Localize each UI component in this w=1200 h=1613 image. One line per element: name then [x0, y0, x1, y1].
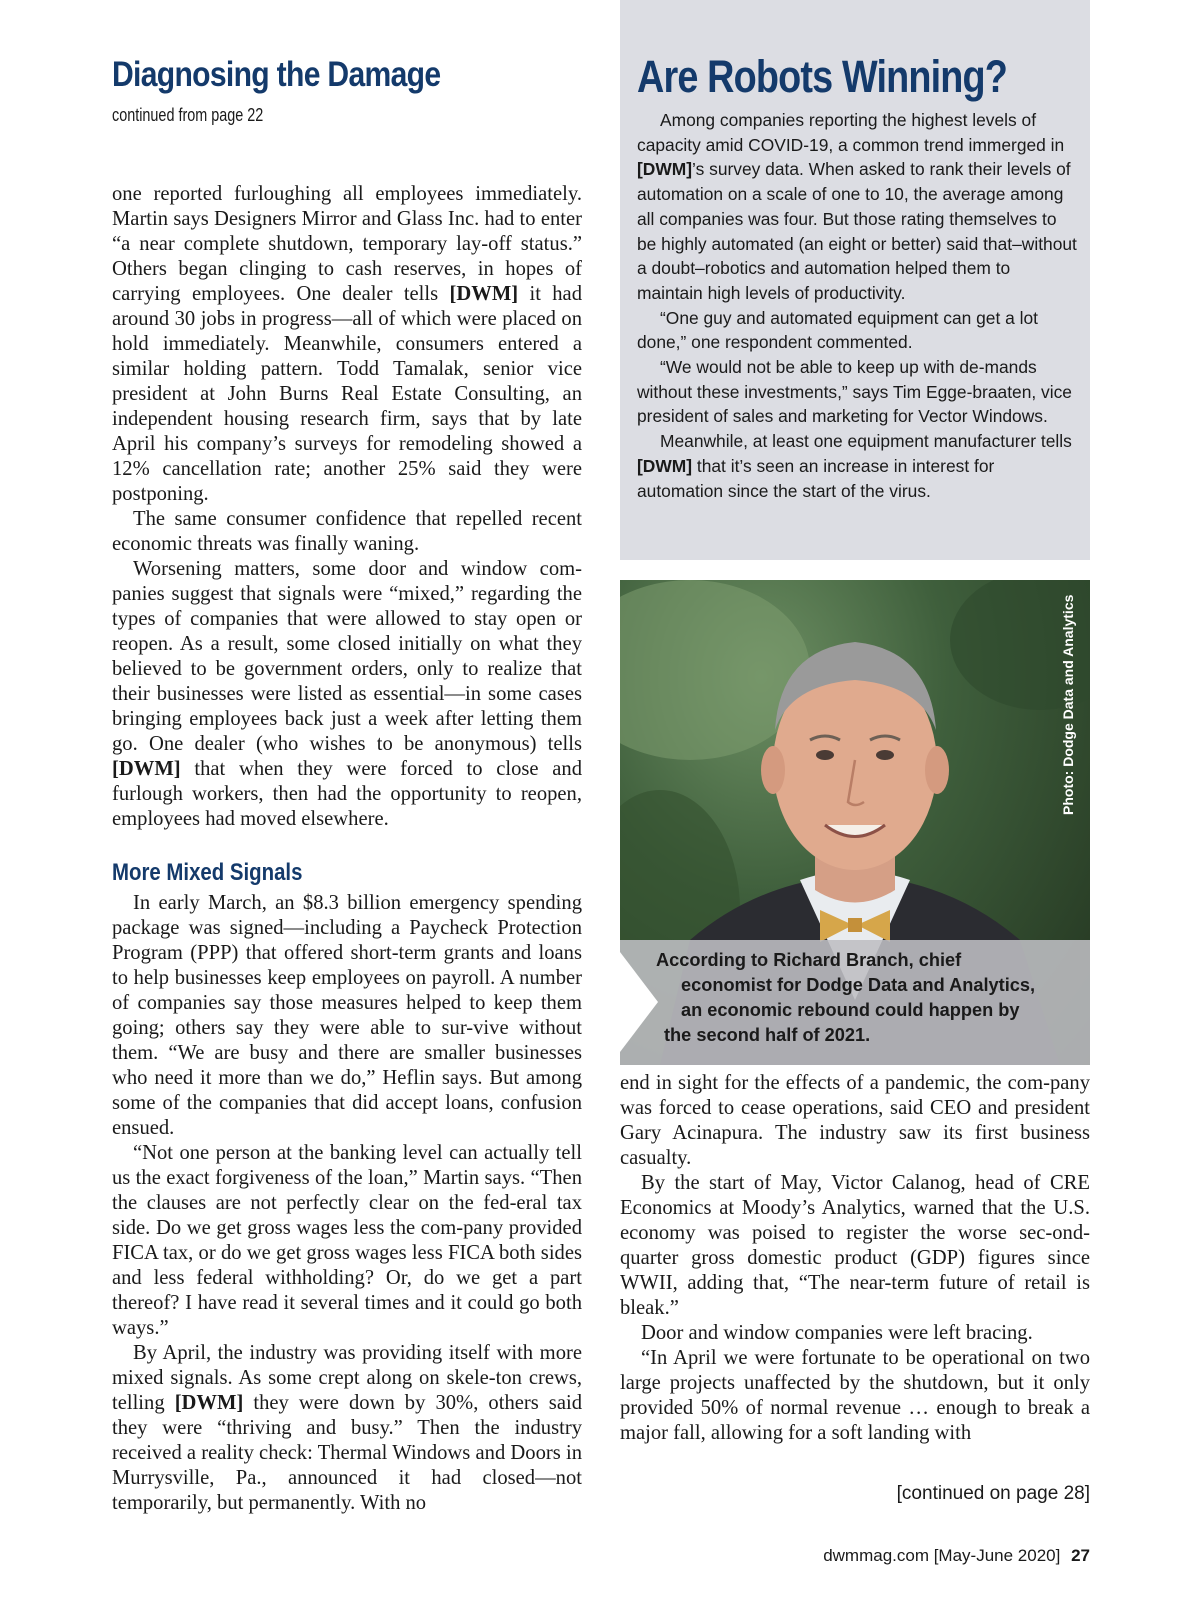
dwm-mark: [DWM] — [112, 758, 181, 780]
section-subhead: More Mixed Signals — [112, 859, 303, 886]
article-left-column — [112, 50, 582, 1516]
paragraph: The same consumer confidence that repelled recent economic threats was finally waning. — [112, 508, 582, 555]
continued-on-label: [continued on page 28] — [896, 1483, 1090, 1504]
paragraph: By the start of May, Victor Calanog, head of CRE Economics at Moody’s Analytics, warned that the U.S. economy was poised to register the worse sec-ond-quarter gross domestic product (GDP) figures since WWII, adding that, “The near-term future of retail is bleak.” — [620, 1172, 1090, 1319]
dwm-mark: [DWM] — [637, 455, 693, 476]
sidebar-title: Are Robots Winning? — [637, 51, 1008, 102]
caption-text — [656, 948, 1076, 1048]
dwm-mark: [DWM] — [637, 159, 693, 180]
page-footer — [823, 1546, 1090, 1566]
caption-line: an economic rebound could happen by — [681, 1000, 1020, 1020]
paragraph: By April, the industry was providing itself with more mixed signals. As some crept along on skele-ton crews, telling [DWM] they were down by 30%, others said they were “thriving and busy.” Then the industry received a reality check: Thermal Windows and Doors in Murrysville, Pa., announced it had closed—not temporarily, but permanently. With no — [112, 1342, 582, 1514]
page-number: 27 — [1071, 1546, 1090, 1565]
caption-line: economist for Dodge Data and Analytics, — [681, 975, 1036, 995]
article-body-part-2 — [112, 891, 582, 1516]
continued-from-label: continued from page 22 — [112, 105, 264, 125]
article-body-part-1 — [112, 182, 582, 832]
caption-line: According to Richard Branch, chief — [656, 950, 962, 970]
paragraph: end in sight for the effects of a pandemic, the com-pany was forced to cease operations, said CEO and president Gary Acinapura. The industry saw its first business casualty. — [620, 1072, 1090, 1169]
paragraph: “One guy and automated equipment can get a lot done,” one respondent commented. — [637, 307, 1039, 353]
paragraph: In early March, an $8.3 billion emergency spending package was signed—including a Paycheck Protection Program (PPP) that offered short-term grants and loans to help businesses keep employees on payroll. A number of companies say those measures helped to keep them going; others say they were able to sur-vive without them. “We are busy and there are smaller businesses who need it more than we do,” Heflin says. But among some of the companies that did accept loans, confusion ensued. — [112, 892, 582, 1139]
paragraph: Among companies reporting the highest levels of capacity amid COVID-19, a common trend immerged in [DWM]’s survey data. When asked to rank their levels of automation on a scale of one to 10, the average among all companies was four. But those rating themselves to be highly automated (an eight or better) said that–without a doubt–robotics and automation helped them to maintain high levels of productivity. — [637, 110, 1077, 303]
article-title: Diagnosing the Damage — [112, 55, 441, 94]
magazine-page: Diagnosing the Damage continued from page 22 one reported furloughing all employees immediately. Martin says Designers Mirror and Glass Inc. had to enter “a near complete shutdown, temporary lay-off status.” Others began clinging to cash reserves, in hopes of carrying employees. One dealer tells [DWM] it had around 30 jobs in progress—all of which were placed on hold immediately. Meanwhile, consumers entered a similar holding pattern. Todd Tamalak, senior vice president at John Burns Real Estate Consulting, an independent housing research firm, says that by late April his company’s surveys for remodeling showed a 12% cancellation rate; another 25% said they were postponing. The same consumer confidence that repelled recent economic threats was finally waning. Worsening matters, some door and window com-panies suggest that signals were “mixed,” regarding the types of companies that were allowed to stay open or reopen. As a result, some closed initially on what they believed to be government orders, only to realize that their businesses were listed as essential—in some cases bringing employees back just a week after letting them go. One dealer (who wishes to be anonymous) tells [DWM] that when they were forced to close and furlough workers, then had the opportunity to reopen, employees had moved elsewhere. More Mixed Signals In early March, an $8.3 billion emergency spending package was signed—including a Paycheck Protection Program (PPP) that offered short-term grants and loans to help businesses keep employees on payroll. A number of companies say those measures helped to keep them going; others say they were able to sur-vive without them. “We are busy and there are smaller businesses who need it more than we do,” Heflin says. But among some of the companies that did accept loans, confusion ensued. “Not one person at the banking level can actually tell us the exact forgiveness of the loan,” Martin says. “Then the clauses are not perfectly clear on the fed-eral tax side. Do we get gross wages less the com-pany provided FICA tax, or do we get gross wages less FICA both sides and less federal withholding? Or, do we get a part thereof? I have read it several times and it could go both ways.” By April, the industry was providing itself with more mixed signals. As some crept along on skele-ton crews, telling [DWM] they were down by 30%, others said they were “thriving and busy.” Then the industry received a reality check: Thermal Windows and Doors in Murrysville, Pa., announced it had closed—not temporarily, but permanently. With no Are Robots Winning? Among companies reporting the highest levels of capacity amid COVID-19, a common trend immerged in [DWM]’s survey data. When asked to rank their levels of automation on a scale of one to 10, the average among all companies was four. But those rating themselves to be highly automated (an eight or better) said that–without a doubt–robotics and automation helped them to maintain high levels of productivity. “One guy and automated equipment can get a lot done,” one respondent commented. “We would not be able to keep up with de-mands without these investments,” says Tim Egge-braaten, vice president of sales and marketing for Vector Windows. Meanwhile, at least one equipment manufacturer tells [DWM] that it’s seen an increase in interest for automation since the start of the virus. Photo: Dodge Data and Analytics According to Richard Branch, chief economist for Dodge Data and Analytics, an economic rebound could happen by the second half of 2021. end in sight for the effects of a pandemic, the com-pany was forced to cease operations, said CEO and president Gary Acinapura. The industry saw its first business casualty. By the start of May, Victor Calanog, head of CRE Economics at Moody’s Analytics, warned that the U.S. economy was poised to register the worse sec-ond-quarter gross domestic product (GDP) figures since WWII, adding that, “The near-term future of retail is bleak.” Door and window companies were left bracing. “In April we were fortunate to be operational on two large projects unaffected by the shutdown, but it only provided 50% of normal revenue … enough to break a major fall, allowing for a soft landing with [continued on page 28] dwmmag.com [May-June 2020] 27 — [0, 0, 1200, 1613]
paragraph: “In April we were fortunate to be operational on two large projects unaffected by the shutdown, but it only provided 50% of normal revenue … enough to break a major fall, allowing for a soft landing with — [620, 1347, 1090, 1444]
article-right-column — [620, 1071, 1090, 1446]
paragraph: Meanwhile, at least one equipment manufacturer tells [DWM] that it’s seen an increase in interest for automation since the start of the virus. — [637, 431, 1072, 501]
caption-line: the second half of 2021. — [664, 1025, 871, 1045]
sidebar-body — [637, 108, 1079, 503]
paragraph: Door and window companies were left bracing. — [641, 1322, 1033, 1344]
paragraph: “Not one person at the banking level can actually tell us the exact forgiveness of the loan,” Martin says. “Then the clauses are not perfectly clear on the fed-eral tax side. Do we get gross wages less the com-pany provided FICA tax, or do we get gross wages less FICA both sides and less federal withholding? Or, do we get a part thereof? I have read it several times and it could go both ways.” — [112, 1142, 582, 1339]
paragraph: Worsening matters, some door and window com-panies suggest that signals were “mixed,” regarding the types of companies that were allowed to stay open or reopen. As a result, some closed initially on what they believed to be government orders, only to realize that their businesses were listed as essential—in some cases bringing employees back just a week after letting them go. One dealer (who wishes to be anonymous) tells [DWM] that when they were forced to close and furlough workers, then had the opportunity to reopen, employees had moved elsewhere. — [112, 558, 582, 830]
paragraph: one reported furloughing all employees immediately. Martin says Designers Mirror and Glass Inc. had to enter “a near complete shutdown, temporary lay-off status.” Others began clinging to cash reserves, in hopes of carrying employees. One dealer tells [DWM] it had around 30 jobs in progress—all of which were placed on hold immediately. Meanwhile, consumers entered a similar holding pattern. Todd Tamalak, senior vice president at John Burns Real Estate Consulting, an independent housing research firm, says that by late April his company’s surveys for remodeling showed a 12% cancellation rate; another 25% said they were postponing. — [112, 183, 582, 505]
dwm-mark: [DWM] — [449, 283, 519, 305]
photo-caption — [620, 940, 1090, 1065]
dwm-mark: [DWM] — [174, 1392, 244, 1414]
sidebar-box — [620, 0, 1090, 560]
footer-site-issue: dwmmag.com [May-June 2020] — [823, 1546, 1061, 1565]
paragraph: “We would not be able to keep up with de-mands without these investments,” says Tim Egge-braaten, vice president of sales and marketing for Vector Windows. — [637, 357, 1072, 427]
